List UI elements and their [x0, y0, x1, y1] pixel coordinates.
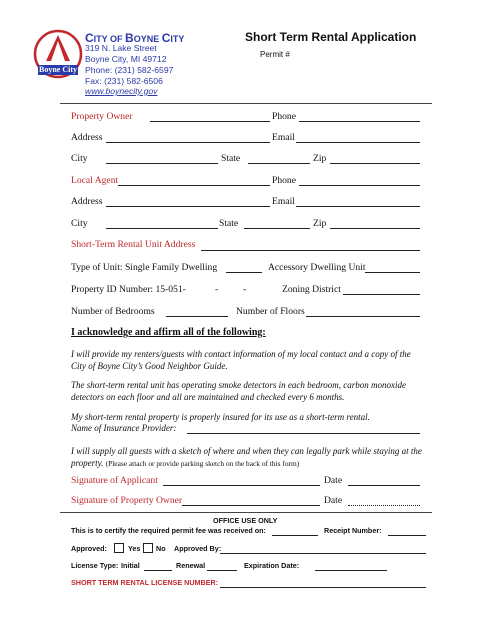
floors-field[interactable]: [306, 316, 420, 317]
permit-fee-date-field[interactable]: [272, 535, 318, 536]
owner-address-field[interactable]: [106, 142, 270, 143]
floors-label: Number of Floors: [236, 306, 305, 317]
city-phone: Phone: (231) 582-6597: [85, 65, 174, 75]
affirm-paragraph-parking: I will supply all guests with a sketch of where and when they can legally park while staying at the property. (Please attach or provide parking sketch on the back of this form): [71, 446, 422, 468]
property-id-dash-1: -: [215, 284, 219, 295]
owner-date-field[interactable]: [348, 505, 420, 506]
applicant-signature-field[interactable]: [163, 485, 320, 486]
insurance-provider-field[interactable]: [187, 433, 420, 434]
owner-email-label: Email: [272, 132, 295, 143]
bedrooms-label: Number of Bedrooms: [71, 306, 155, 317]
single-family-field[interactable]: [226, 272, 262, 273]
owner-city-field[interactable]: [106, 163, 218, 164]
agent-zip-label: Zip: [313, 218, 327, 229]
approved-by-field[interactable]: [220, 553, 426, 554]
agent-city-field[interactable]: [106, 228, 218, 229]
applicant-signature-label: Signature of Applicant: [71, 475, 158, 486]
city-website-link[interactable]: www.boynecity.gov: [85, 86, 158, 96]
accessory-dwelling-field[interactable]: [365, 272, 420, 273]
city-name: CITY OF BOYNE CITY: [85, 31, 185, 45]
applicant-date-label: Date: [324, 475, 343, 486]
affirm-paragraph-contact: I will provide my renters/guests with contact information of my local contact and a copy of the City of Boyne City’s Good Neighbor Guide.: [71, 349, 411, 371]
receipt-number-label: Receipt Number:: [324, 526, 382, 535]
owner-state-field[interactable]: [248, 163, 310, 164]
license-initial-label: Initial: [121, 561, 140, 570]
property-owner-label: Property Owner: [71, 111, 133, 122]
city-address: 319 N. Lake Street: [85, 43, 157, 53]
property-owner-field[interactable]: [150, 121, 270, 122]
affirm-paragraph-detectors: The short-term rental unit has operating smoke detectors in each bedroom, carbon monoxide detectors on each floor and all are maintained and checked every 6 months.: [71, 380, 407, 402]
approved-no-checkbox[interactable]: [143, 543, 153, 553]
agent-phone-field[interactable]: [299, 185, 420, 186]
office-use-title: OFFICE USE ONLY: [213, 516, 278, 525]
agent-email-field[interactable]: [296, 206, 420, 207]
agent-email-label: Email: [272, 196, 295, 207]
local-agent-field[interactable]: [118, 185, 270, 186]
owner-city-label: City: [71, 153, 88, 164]
agent-city-label: City: [71, 218, 88, 229]
permit-fee-label: This is to certify the required permit fee was received on:: [71, 526, 266, 535]
accessory-dwelling-label: Accessory Dwelling Unit: [268, 262, 366, 273]
header-divider: [60, 103, 432, 104]
license-number-field[interactable]: [220, 587, 426, 588]
expiration-date-label: Expiration Date:: [244, 561, 300, 570]
agent-address-field[interactable]: [106, 206, 270, 207]
approved-label: Approved:: [71, 544, 107, 553]
zoning-district-field[interactable]: [343, 294, 420, 295]
receipt-number-field[interactable]: [388, 535, 426, 536]
owner-signature-field[interactable]: [182, 505, 320, 506]
property-id-dash-2: -: [243, 284, 247, 295]
property-id-label: Property ID Number: 15-051-: [71, 284, 186, 295]
page-title: Short Term Rental Application: [245, 30, 417, 44]
local-agent-label: Local Agent: [71, 175, 119, 186]
city-state-zip: Boyne City, MI 49712: [85, 54, 167, 64]
approved-no-label: No: [156, 544, 166, 553]
office-divider: [60, 512, 432, 513]
bedrooms-field[interactable]: [166, 316, 228, 317]
unit-address-field[interactable]: [201, 250, 420, 251]
owner-address-label: Address: [71, 132, 103, 143]
expiration-date-field[interactable]: [315, 570, 387, 571]
unit-address-label: Short-Term Rental Unit Address: [71, 239, 196, 250]
owner-zip-field[interactable]: [330, 163, 420, 164]
owner-date-label: Date: [324, 495, 343, 506]
license-number-label: SHORT TERM RENTAL LICENSE NUMBER:: [71, 578, 219, 587]
logo-text: Boyne City: [39, 65, 77, 74]
agent-zip-field[interactable]: [330, 228, 420, 229]
approved-yes-label: Yes: [128, 544, 141, 553]
license-type-label: License Type:: [71, 561, 119, 570]
parking-sketch-note: (Please attach or provide parking sketch on the back of this form): [105, 458, 300, 468]
agent-state-field[interactable]: [244, 228, 310, 229]
applicant-date-field[interactable]: [348, 485, 420, 486]
owner-signature-label: Signature of Property Owner: [71, 495, 183, 506]
permit-label: Permit #: [260, 50, 290, 59]
affirm-heading: I acknowledge and affirm all of the following:: [71, 327, 266, 338]
insurance-provider-label: Name of Insurance Provider:: [71, 423, 177, 433]
city-fax: Fax: (231) 582-6506: [85, 76, 163, 86]
owner-email-field[interactable]: [296, 142, 420, 143]
license-renewal-field[interactable]: [207, 570, 237, 571]
license-initial-field[interactable]: [144, 570, 172, 571]
approved-yes-checkbox[interactable]: [114, 543, 124, 553]
owner-state-label: State: [221, 153, 241, 164]
unit-type-label: Type of Unit: Single Family Dwelling: [71, 262, 218, 273]
agent-phone-label: Phone: [272, 175, 296, 186]
owner-zip-label: Zip: [313, 153, 327, 164]
zoning-district-label: Zoning District: [282, 284, 341, 295]
approved-by-label: Approved By:: [174, 544, 222, 553]
affirm-paragraph-insurance: My short-term rental property is properly insured for its use as a short-term rental.: [71, 412, 370, 422]
agent-address-label: Address: [71, 196, 103, 207]
owner-phone-label: Phone: [272, 111, 296, 122]
license-renewal-label: Renewal: [176, 561, 206, 570]
agent-state-label: State: [219, 218, 239, 229]
city-logo: [33, 27, 83, 85]
owner-phone-field[interactable]: [299, 121, 420, 122]
